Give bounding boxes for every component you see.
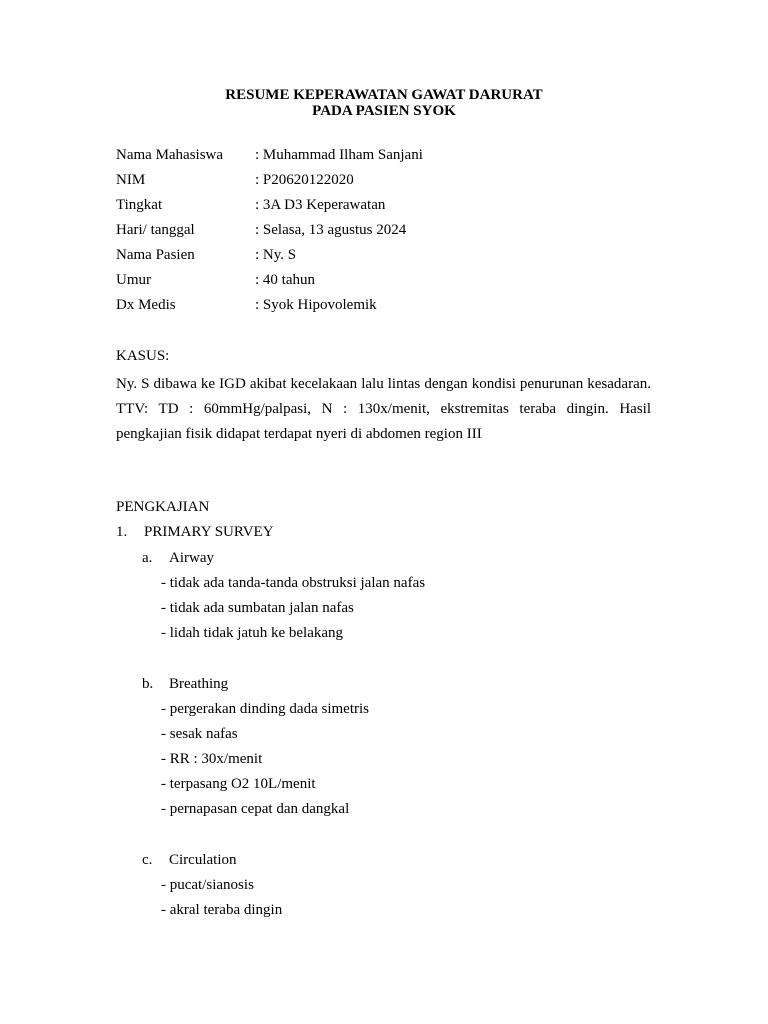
section-letter: a. [142,550,153,566]
title-line-2: PADA PASIEN SYOK [312,103,456,119]
kasus-heading: KASUS: [116,348,170,364]
info-value: : Syok Hipovolemik [255,297,377,313]
list-item: - akral teraba dingin [161,902,283,918]
info-label: Nama Mahasiswa [116,147,224,163]
info-value: : 3A D3 Keperawatan [255,197,386,213]
list-item: - pucat/sianosis [161,877,254,893]
info-value: : Ny. S [255,247,297,263]
list-item: - pernapasan cepat dan dangkal [161,801,350,817]
info-label: Dx Medis [116,297,176,313]
info-label: Umur [116,272,151,288]
pengkajian-heading: PENGKAJIAN [116,499,210,515]
kasus-paragraph: Ny. S dibawa ke IGD akibat kecelakaan lalu lintas dengan kondisi penurunan kesadaran. TTV: TD : 60mmHg/palpasi, N : 130x/menit, ekstremitas teraba dingin. Hasil pengkajian fisik didapat terdapat nyeri di abdomen region III [116,376,651,443]
list-item: - RR : 30x/menit [161,751,263,767]
info-label: NIM [116,172,146,188]
info-value: : Selasa, 13 agustus 2024 [255,222,407,238]
info-value: : Muhammad Ilham Sanjani [255,147,423,163]
info-label: Hari/ tanggal [116,222,195,238]
section-title-breathing: Breathing [169,676,229,692]
section-title-circulation: Circulation [169,852,237,868]
section-letter: c. [142,852,153,868]
document-title [0,87,768,119]
info-label: Tingkat [116,197,163,213]
list-item: - sesak nafas [161,726,238,742]
section-title-airway: Airway [169,550,214,566]
survey-title: PRIMARY SURVEY [144,524,274,540]
list-item: - terpasang O2 10L/menit [161,776,316,792]
title-line-1: RESUME KEPERAWATAN GAWAT DARURAT [225,87,543,103]
info-value: : P20620122020 [255,172,354,188]
list-item: - lidah tidak jatuh ke belakang [161,625,344,641]
section-letter: b. [142,676,154,692]
survey-number: 1. [116,524,128,540]
info-value: : 40 tahun [255,272,315,288]
list-item: - tidak ada tanda-tanda obstruksi jalan nafas [161,575,426,591]
list-item: - pergerakan dinding dada simetris [161,701,369,717]
list-item: - tidak ada sumbatan jalan nafas [161,600,354,616]
info-label: Nama Pasien [116,247,195,263]
